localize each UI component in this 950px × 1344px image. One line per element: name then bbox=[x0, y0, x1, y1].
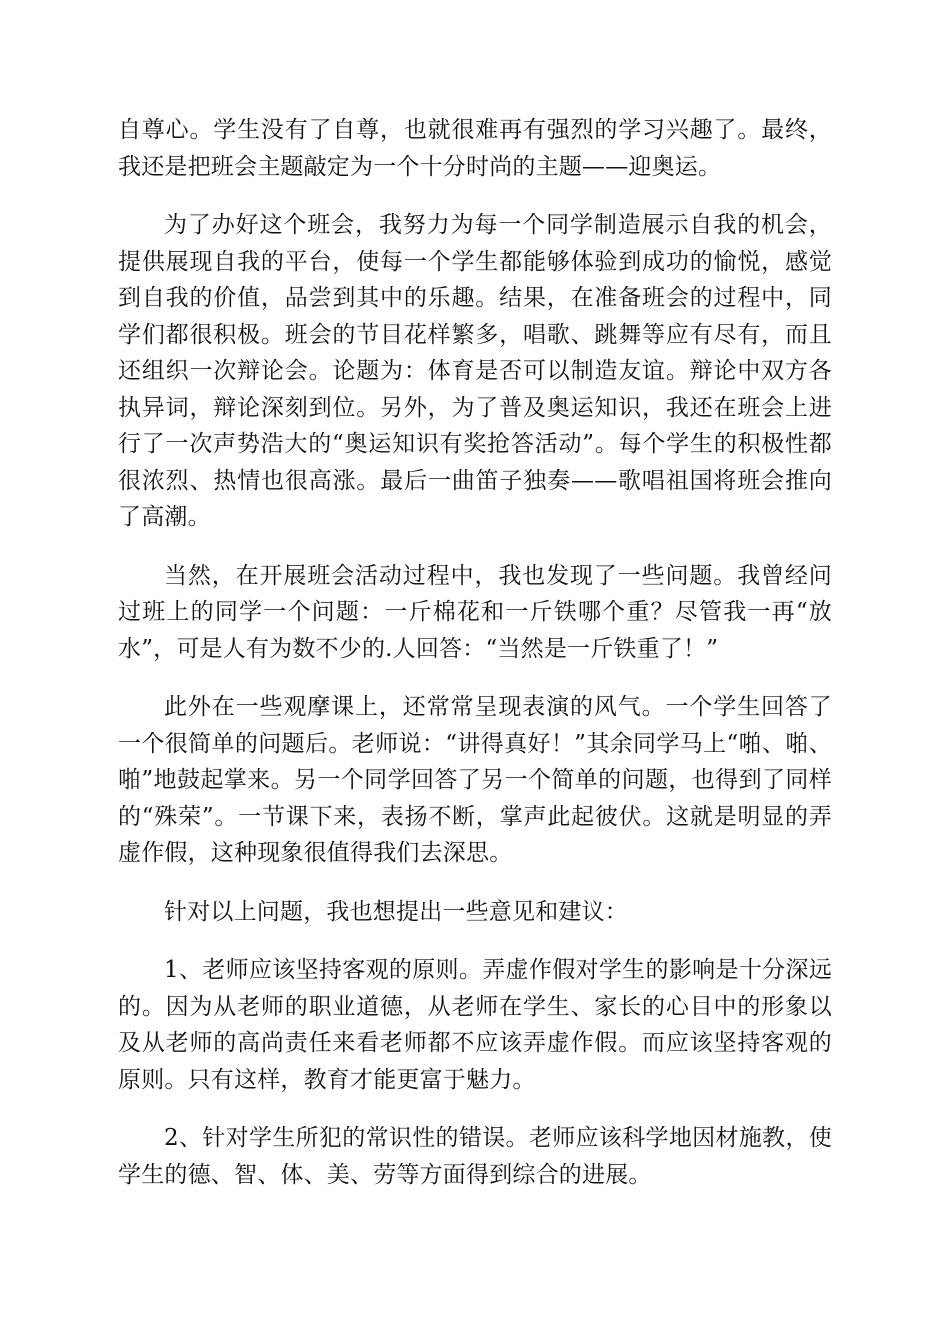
paragraph-5: 针对以上问题，我也想提出一些意见和建议： bbox=[164, 898, 628, 925]
paragraph-1: 自尊心。学生没有了自尊，也就很难再有强烈的学习兴趣了。最终，我还是把班会主题敲定为一个十分时尚的主题——迎奥运。 bbox=[118, 117, 832, 180]
paragraph-3: 当然，在开展班会活动过程中，我也发现了一些问题。我曾经问过班上的同学一个问题：一斤棉花和一斤铁哪个重？尽管我一再“放水”，可是人有为数不少的.人回答：“当然是一斤铁重了！” bbox=[118, 562, 832, 662]
paragraph-6: 1、老师应该坚持客观的原则。弄虚作假对学生的影响是十分深远的。因为从老师的职业道德，从老师在学生、家长的心目中的形象以及从老师的高尚责任来看老师都不应该弄虚作假。而应该坚持客观的原则。只有这样，教育才能更富于魅力。 bbox=[118, 957, 832, 1093]
paragraph-2: 为了办好这个班会，我努力为每一个同学制造展示自我的机会，提供展现自我的平台，使每一个学生都能够体验到成功的愉悦，感觉到自我的价值，品尝到其中的乐趣。结果，在准备班会的过程中，同学们都很积极。班会的节目花样繁多，唱歌、跳舞等应有尽有，而且还组织一次辩论会。论题为：体育是否可以制造友谊。辩论中双方各执异词，辩论深刻到位。另外，为了普及奥运知识，我还在班会上进行了一次声势浩大的“奥运知识有奖抢答活动”。每个学生的积极性都很浓烈、热情也很高涨。最后一曲笛子独奏——歌唱祖国将班会推向了高潮。 bbox=[118, 212, 832, 530]
paragraph-4: 此外在一些观摩课上，还常常呈现表演的风气。一个学生回答了一个很简单的问题后。老师说：“讲得真好！”其余同学马上“啪、啪、啪”地鼓起掌来。另一个同学回答了另一个简单的问题，也得到了同样的“殊荣”。一节课下来，表扬不断，掌声此起彼伏。这就是明显的弄虚作假，这种现象很值得我们去深思。 bbox=[118, 694, 832, 866]
document-page bbox=[118, 112, 832, 1215]
paragraph-7: 2、针对学生所犯的常识性的错误。老师应该科学地因材施教，使学生的德、智、体、美、劳等方面得到综合的进展。 bbox=[118, 1125, 832, 1188]
